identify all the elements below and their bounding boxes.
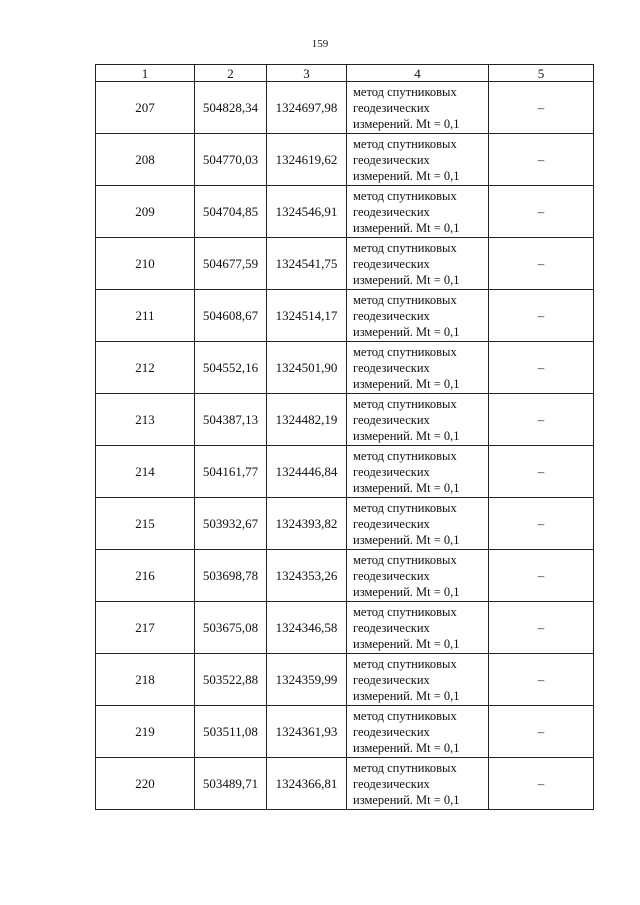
method-cell: метод спутниковых геодезических измерений. Mt = 0,1 xyxy=(347,446,489,498)
table-row xyxy=(96,238,594,290)
method-cell: метод спутниковых геодезических измерений. Mt = 0,1 xyxy=(347,758,489,810)
column-header-2: 2 xyxy=(195,65,267,82)
y-coordinate-cell: 1324501,90 xyxy=(267,342,347,394)
point-number-cell: 208 xyxy=(96,134,195,186)
y-coordinate-cell: 1324366,81 xyxy=(267,758,347,810)
note-cell: – xyxy=(489,134,594,186)
table-row xyxy=(96,394,594,446)
y-coordinate-cell: 1324353,26 xyxy=(267,550,347,602)
x-coordinate-cell: 503522,88 xyxy=(195,654,267,706)
method-cell: метод спутниковых геодезических измерений. Mt = 0,1 xyxy=(347,394,489,446)
note-cell: – xyxy=(489,82,594,134)
point-number-cell: 213 xyxy=(96,394,195,446)
table-row xyxy=(96,498,594,550)
y-coordinate-cell: 1324619,62 xyxy=(267,134,347,186)
coordinates-table xyxy=(95,64,594,810)
method-cell: метод спутниковых геодезических измерений. Mt = 0,1 xyxy=(347,186,489,238)
point-number-cell: 212 xyxy=(96,342,195,394)
table-row xyxy=(96,758,594,810)
method-cell: метод спутниковых геодезических измерений. Mt = 0,1 xyxy=(347,342,489,394)
column-header-3: 3 xyxy=(267,65,347,82)
method-cell: метод спутниковых геодезических измерений. Mt = 0,1 xyxy=(347,290,489,342)
table-row xyxy=(96,290,594,342)
x-coordinate-cell: 504552,16 xyxy=(195,342,267,394)
x-coordinate-cell: 504704,85 xyxy=(195,186,267,238)
note-cell: – xyxy=(489,602,594,654)
method-cell: метод спутниковых геодезических измерений. Mt = 0,1 xyxy=(347,134,489,186)
method-cell: метод спутниковых геодезических измерений. Mt = 0,1 xyxy=(347,550,489,602)
table-row xyxy=(96,446,594,498)
table-row xyxy=(96,654,594,706)
table-row xyxy=(96,134,594,186)
x-coordinate-cell: 503698,78 xyxy=(195,550,267,602)
table-header xyxy=(96,65,594,82)
note-cell: – xyxy=(489,342,594,394)
method-cell: метод спутниковых геодезических измерений. Mt = 0,1 xyxy=(347,602,489,654)
x-coordinate-cell: 504770,03 xyxy=(195,134,267,186)
header-row xyxy=(96,65,594,82)
point-number-cell: 207 xyxy=(96,82,195,134)
column-header-1: 1 xyxy=(96,65,195,82)
x-coordinate-cell: 504608,67 xyxy=(195,290,267,342)
x-coordinate-cell: 503511,08 xyxy=(195,706,267,758)
y-coordinate-cell: 1324546,91 xyxy=(267,186,347,238)
table-row xyxy=(96,186,594,238)
x-coordinate-cell: 503675,08 xyxy=(195,602,267,654)
column-header-4: 4 xyxy=(347,65,489,82)
note-cell: – xyxy=(489,238,594,290)
y-coordinate-cell: 1324359,99 xyxy=(267,654,347,706)
note-cell: – xyxy=(489,394,594,446)
y-coordinate-cell: 1324514,17 xyxy=(267,290,347,342)
table-row xyxy=(96,602,594,654)
x-coordinate-cell: 504161,77 xyxy=(195,446,267,498)
method-cell: метод спутниковых геодезических измерений. Mt = 0,1 xyxy=(347,82,489,134)
table-row xyxy=(96,342,594,394)
page-number: 159 xyxy=(311,38,329,50)
method-cell: метод спутниковых геодезических измерений. Mt = 0,1 xyxy=(347,498,489,550)
note-cell: – xyxy=(489,654,594,706)
point-number-cell: 219 xyxy=(96,706,195,758)
point-number-cell: 218 xyxy=(96,654,195,706)
method-cell: метод спутниковых геодезических измерений. Mt = 0,1 xyxy=(347,654,489,706)
note-cell: – xyxy=(489,758,594,810)
table-row xyxy=(96,82,594,134)
note-cell: – xyxy=(489,446,594,498)
point-number-cell: 216 xyxy=(96,550,195,602)
x-coordinate-cell: 503489,71 xyxy=(195,758,267,810)
point-number-cell: 217 xyxy=(96,602,195,654)
point-number-cell: 211 xyxy=(96,290,195,342)
column-header-5: 5 xyxy=(489,65,594,82)
y-coordinate-cell: 1324697,98 xyxy=(267,82,347,134)
method-cell: метод спутниковых геодезических измерений. Mt = 0,1 xyxy=(347,238,489,290)
point-number-cell: 209 xyxy=(96,186,195,238)
point-number-cell: 215 xyxy=(96,498,195,550)
method-cell: метод спутниковых геодезических измерений. Mt = 0,1 xyxy=(347,706,489,758)
note-cell: – xyxy=(489,498,594,550)
y-coordinate-cell: 1324393,82 xyxy=(267,498,347,550)
y-coordinate-cell: 1324541,75 xyxy=(267,238,347,290)
x-coordinate-cell: 504387,13 xyxy=(195,394,267,446)
x-coordinate-cell: 504828,34 xyxy=(195,82,267,134)
y-coordinate-cell: 1324346,58 xyxy=(267,602,347,654)
point-number-cell: 220 xyxy=(96,758,195,810)
y-coordinate-cell: 1324446,84 xyxy=(267,446,347,498)
table-body xyxy=(96,82,594,810)
x-coordinate-cell: 504677,59 xyxy=(195,238,267,290)
point-number-cell: 214 xyxy=(96,446,195,498)
y-coordinate-cell: 1324361,93 xyxy=(267,706,347,758)
note-cell: – xyxy=(489,186,594,238)
y-coordinate-cell: 1324482,19 xyxy=(267,394,347,446)
x-coordinate-cell: 503932,67 xyxy=(195,498,267,550)
table-row xyxy=(96,706,594,758)
point-number-cell: 210 xyxy=(96,238,195,290)
note-cell: – xyxy=(489,290,594,342)
note-cell: – xyxy=(489,550,594,602)
table-row xyxy=(96,550,594,602)
note-cell: – xyxy=(489,706,594,758)
